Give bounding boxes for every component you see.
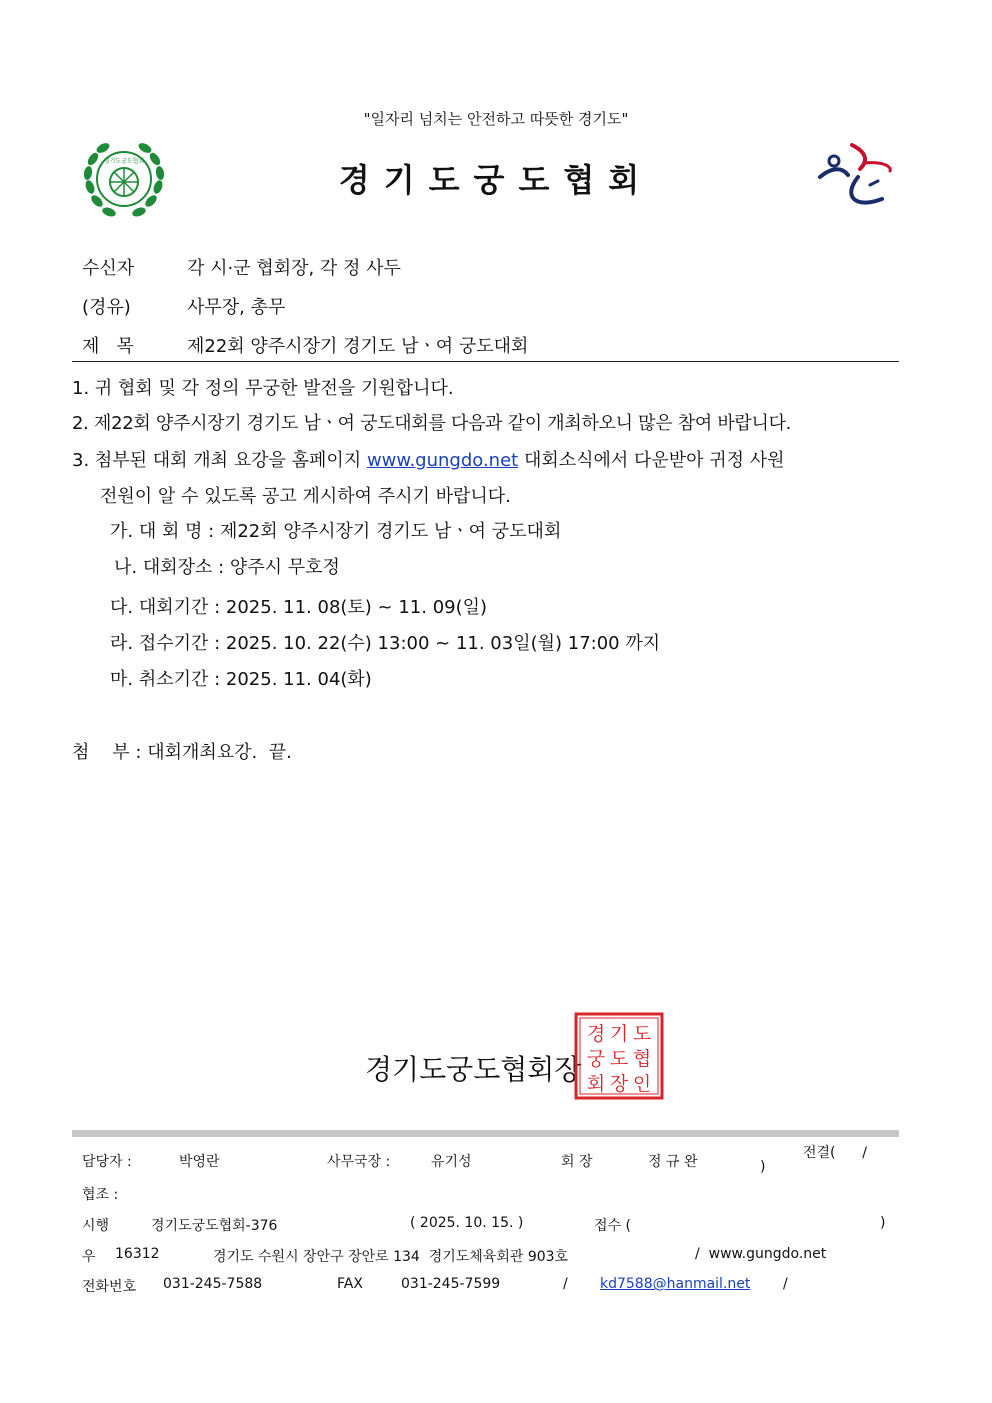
- receipt-label: 접수 (: [594, 1218, 631, 1234]
- svg-text:궁: 궁: [586, 1048, 606, 1070]
- fax-number: 031-245-7599: [401, 1276, 501, 1292]
- recipient-line: [82, 254, 401, 280]
- postal-label: 우: [82, 1249, 96, 1265]
- recipient-label: 수신자: [82, 258, 135, 279]
- attachment-label: 첨 부 :: [72, 742, 142, 763]
- president-name: 정 규 완: [648, 1154, 698, 1170]
- svg-text:경기도궁도협회: 경기도궁도협회: [103, 158, 145, 165]
- staff-name: 박영란: [179, 1154, 220, 1170]
- subject-value: 제22회 양주시장기 경기도 남ㆍ여 궁도대회: [187, 336, 529, 357]
- signer-title: 경기도궁도협회장: [365, 1053, 582, 1086]
- cooperation-label: 협조 :: [82, 1187, 119, 1203]
- paragraph-3-prefix: 3. 첨부된 대회 개최 요강을 홈페이지: [72, 450, 367, 471]
- via-line: [82, 293, 285, 319]
- postal-code: 16312: [115, 1246, 160, 1262]
- address: 경기도 수원시 장안구 장안로 134 경기도체육회관 903호: [213, 1249, 569, 1265]
- via-value: 사무장, 총무: [187, 297, 286, 318]
- subject-line: [82, 332, 528, 358]
- official-seal-stamp: [574, 1012, 664, 1100]
- website: / www.gungdo.net: [695, 1246, 827, 1262]
- secretary-label: 사무국장 :: [327, 1154, 391, 1170]
- footer-divider-bar: [72, 1130, 899, 1137]
- email-link[interactable]: kd7588@hanmail.net: [600, 1276, 751, 1292]
- enforcement-number: 경기도궁도협회-376: [151, 1218, 278, 1234]
- attachment-line: [72, 738, 292, 764]
- homepage-link[interactable]: www.gungdo.net: [366, 450, 519, 471]
- receipt-close: ): [880, 1215, 886, 1231]
- gyeonggi-brand-logo: [812, 137, 896, 213]
- paragraph-2: 2. 제22회 양주시장기 경기도 남ㆍ여 궁도대회를 다음과 같이 개최하오니 많은 참여 바랍니다.: [72, 413, 792, 434]
- enforcement-label: 시행: [82, 1218, 110, 1234]
- svg-text:도: 도: [632, 1023, 652, 1045]
- phone-label: 전화번호: [82, 1279, 137, 1295]
- subject-label: 제 목: [82, 336, 134, 357]
- phone-number: 031-245-7588: [163, 1276, 263, 1292]
- separator-slash-1: /: [563, 1276, 568, 1292]
- secretary-name: 유기성: [431, 1154, 472, 1170]
- paragraph-1: 1. 귀 협회 및 각 정의 무궁한 발전을 기원합니다.: [72, 378, 454, 399]
- enforcement-date: ( 2025. 10. 15. ): [410, 1215, 524, 1231]
- svg-text:인: 인: [632, 1073, 652, 1095]
- item-period: 다. 대회기간 : 2025. 11. 08(토) ~ 11. 09(일): [110, 597, 488, 618]
- svg-text:기: 기: [609, 1023, 629, 1045]
- svg-text:도: 도: [609, 1048, 629, 1070]
- paren-close: ): [760, 1159, 766, 1175]
- paragraph-3-line-2: 전원이 알 수 있도록 공고 게시하여 주시기 바랍니다.: [100, 486, 511, 507]
- recipient-value: 각 시·군 협회장, 각 정 사두: [187, 258, 401, 279]
- item-name: 가. 대 회 명 : 제22회 양주시장기 경기도 남ㆍ여 궁도대회: [110, 521, 562, 542]
- approval-field: 전결( /: [803, 1145, 867, 1161]
- svg-text:경: 경: [586, 1023, 606, 1045]
- svg-text:회: 회: [586, 1073, 606, 1095]
- staff-label: 담당자 :: [82, 1154, 132, 1170]
- fax-label: FAX: [337, 1276, 363, 1292]
- item-cancellation: 마. 취소기간 : 2025. 11. 04(화): [110, 669, 372, 690]
- attachment-value: 대회개최요강. 끝.: [147, 742, 292, 763]
- paragraph-3: [72, 446, 785, 472]
- svg-text:협: 협: [632, 1048, 652, 1070]
- svg-text:장: 장: [609, 1073, 629, 1095]
- separator-slash-2: /: [783, 1276, 788, 1292]
- president-label: 회 장: [561, 1154, 593, 1170]
- via-label: (경유): [82, 297, 131, 318]
- organization-title: 경기도궁도협회: [338, 161, 654, 199]
- item-registration: 라. 접수기간 : 2025. 10. 22(수) 13:00 ~ 11. 03일(월) 17:00 까지: [110, 633, 661, 654]
- paragraph-3-suffix: 대회소식에서 다운받아 귀정 사원: [518, 450, 785, 471]
- subject-divider: [72, 361, 899, 362]
- item-venue: 나. 대회장소 : 양주시 무호정: [114, 557, 340, 578]
- slogan: "일자리 넘치는 안전하고 따뜻한 경기도": [363, 110, 629, 128]
